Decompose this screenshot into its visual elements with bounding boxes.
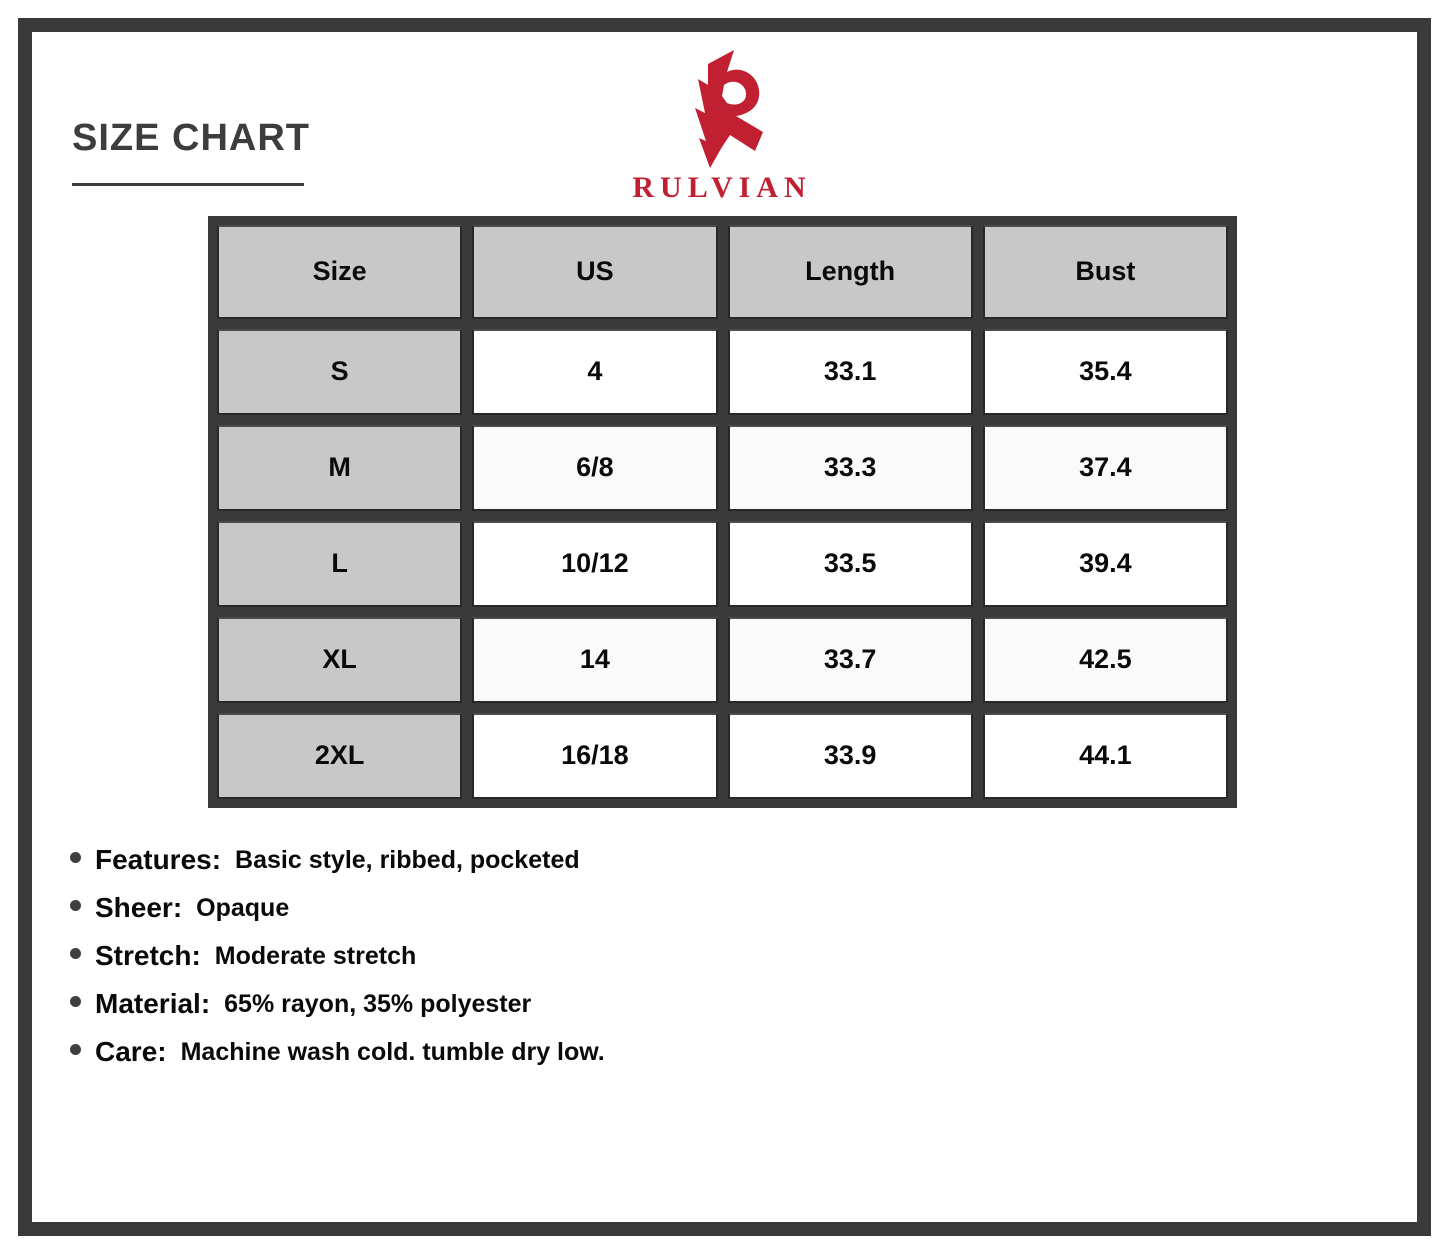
row-label-m: M xyxy=(217,425,462,511)
table-cell: 35.4 xyxy=(983,329,1228,415)
table-cell: 14 xyxy=(472,617,717,703)
detail-row-care xyxy=(70,1036,1170,1068)
detail-row-sheer xyxy=(70,892,1170,924)
brand-logo xyxy=(612,48,832,205)
brand-wordmark: RULVIAN xyxy=(632,171,812,204)
row-label-l: L xyxy=(217,521,462,607)
detail-row-features xyxy=(70,844,1170,876)
bullet-icon xyxy=(70,852,81,863)
detail-row-stretch xyxy=(70,940,1170,972)
detail-label: Sheer: xyxy=(95,892,183,923)
detail-label: Material: xyxy=(95,988,211,1019)
row-label-2xl: 2XL xyxy=(217,713,462,799)
detail-value: 65% rayon, 35% polyester xyxy=(224,990,532,1018)
table-cell: 39.4 xyxy=(983,521,1228,607)
table-cell: 42.5 xyxy=(983,617,1228,703)
table-cell: 33.5 xyxy=(728,521,973,607)
column-header-length: Length xyxy=(728,225,973,319)
page-title: SIZE CHART xyxy=(72,117,310,159)
table-cell: 10/12 xyxy=(472,521,717,607)
column-header-us: US xyxy=(472,225,717,319)
detail-value: Moderate stretch xyxy=(214,942,417,970)
detail-row-material xyxy=(70,988,1170,1020)
product-details-list xyxy=(70,844,1170,1084)
bullet-icon xyxy=(70,996,81,1007)
column-header-bust: Bust xyxy=(983,225,1228,319)
row-label-s: S xyxy=(217,329,462,415)
title-underline xyxy=(72,183,304,186)
table-cell: 6/8 xyxy=(472,425,717,511)
table-cell: 33.1 xyxy=(728,329,973,415)
detail-value: Opaque xyxy=(196,894,290,922)
row-label-xl: XL xyxy=(217,617,462,703)
detail-value: Basic style, ribbed, pocketed xyxy=(235,846,580,874)
detail-label: Stretch: xyxy=(95,940,201,971)
table-cell: 33.3 xyxy=(728,425,973,511)
size-table xyxy=(208,216,1237,808)
detail-label: Features: xyxy=(95,844,222,875)
table-cell: 33.7 xyxy=(728,617,973,703)
table-cell: 4 xyxy=(472,329,717,415)
bullet-icon xyxy=(70,1044,81,1055)
bullet-icon xyxy=(70,900,81,911)
table-cell: 37.4 xyxy=(983,425,1228,511)
bullet-icon xyxy=(70,948,81,959)
table-cell: 16/18 xyxy=(472,713,717,799)
brand-logo-icon xyxy=(670,48,774,168)
detail-value: Machine wash cold. tumble dry low. xyxy=(180,1038,605,1066)
table-cell: 44.1 xyxy=(983,713,1228,799)
table-cell: 33.9 xyxy=(728,713,973,799)
column-header-size: Size xyxy=(217,225,462,319)
detail-label: Care: xyxy=(95,1036,167,1067)
